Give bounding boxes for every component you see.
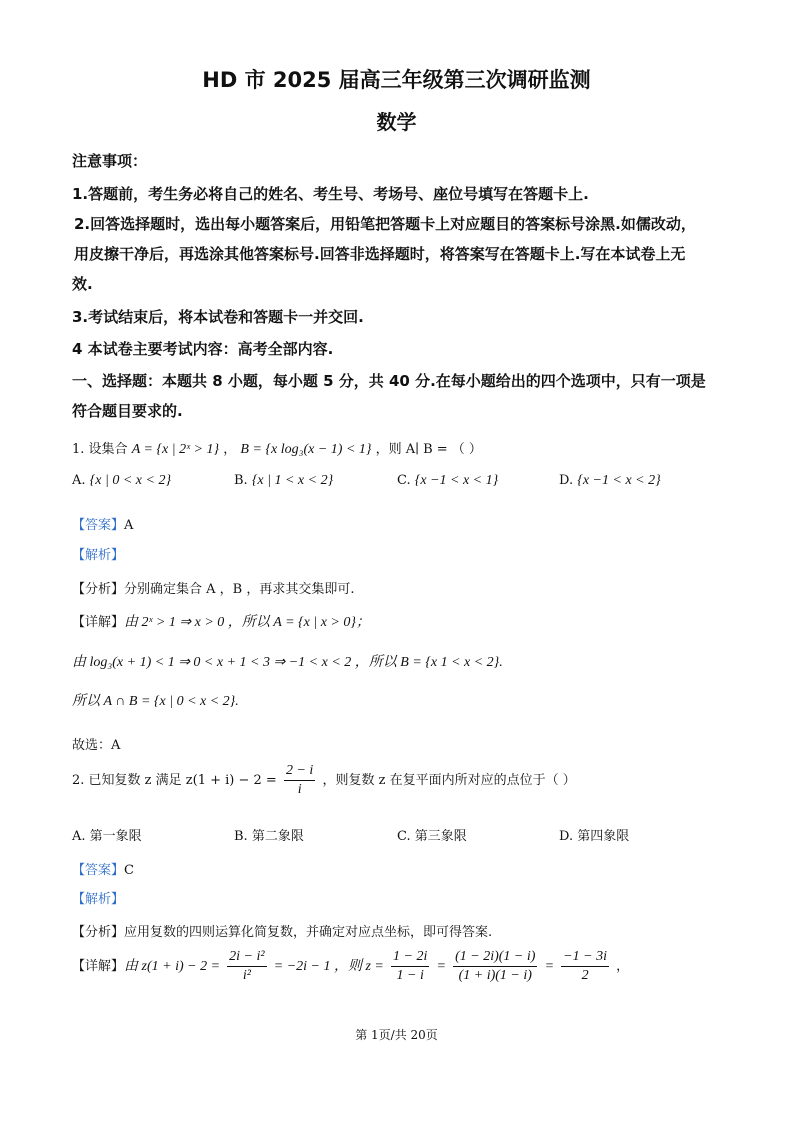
q1-conclusion: 故选：A [72,738,121,753]
q2-option-a-text: 第一象限 [89,829,142,844]
section-heading-line-1: 一、选择题：本题共 8 小题，每小题 5 分，共 40 分.在每小题给出的四个选项中，只有一项是 [72,372,706,390]
q2-answer-tag: 【答案】 [72,863,125,878]
q1-separator: ， [223,442,237,457]
q2-fenxi-tag: 【分析】 [72,925,125,940]
q1-option-a-text: {x | 0 < x < 2} [89,473,172,488]
q2-detail-fraction-4-den: 2 [581,968,589,983]
q2-stem-fraction-num: 2 − i [284,762,315,781]
q2-option-c-text: 第三象限 [414,829,467,844]
q1-option-c-text: {x −1 < x < 1} [414,473,499,488]
q2-option-d-label: D. [559,829,574,844]
q2-option-d [559,825,629,844]
q1-answer-tag: 【答案】 [72,518,125,533]
q1-detail-line-1-text: 由 2ˣ > 1 ⇒ x > 0 ，所以 A = {x | x > 0}； [124,615,370,630]
q1-option-b-label: B. [234,473,248,488]
q1-option-b-text: {x | 1 < x < 2} [251,473,334,488]
q1-option-d [559,473,661,489]
notice-item-3: 3.考试结束后，将本试卷和答题卡一并交回. [72,308,364,326]
q2-option-b-text: 第二象限 [251,829,304,844]
q2-detail [72,948,629,985]
page-footer: 第 1页/共 20页 [355,1028,438,1042]
q2-option-c [397,825,467,844]
notice-item-2-line-2: 用皮擦干净后，再选涂其他答案标号.回答非选择题时，将答案写在答题卡上.写在本试卷上无 [74,245,686,263]
q2-detail-fraction-4 [561,948,609,985]
notice-item-4: 4 本试卷主要考试内容：高考全部内容. [72,340,334,358]
notice-item-1: 1.答题前，考生务必将自己的姓名、考生号、考场号、座位号填写在答题卡上. [72,185,589,203]
q1-set-a: A = {x | 2ˣ > 1} [131,442,220,457]
q1-option-d-text: {x −1 < x < 2} [577,473,661,488]
q1-fenxi-tag: 【分析】 [72,582,125,597]
q2-fenxi-text: 应用复数的四则运算化简复数，并确定对应点坐标，即可得答案. [124,925,493,940]
q2-detail-end: ， [616,959,630,974]
q2-stem-fraction-den: i [297,782,302,797]
q1-option-d-label: D. [559,473,574,488]
question-2-stem [72,762,576,799]
q2-detail-fraction-3-num: (1 − 2i)(1 − i) [453,948,537,967]
q1-stem-prefix: 1. 设集合 [72,442,128,457]
q2-detail-fraction-2-num: 1 − 2i [391,948,429,967]
q2-option-c-label: C. [397,829,411,844]
q2-fenxi [72,921,492,940]
q1-option-c [397,473,498,489]
q2-detail-tag: 【详解】 [72,959,125,974]
subject-title: 数学 [376,110,417,134]
section-heading-line-2: 符合题目要求的. [72,402,183,420]
q2-detail-fraction-3-den: (1 + i)(1 − i) [458,968,532,983]
q2-detail-fraction-4-num: −1 − 3i [561,948,609,967]
q2-detail-fraction-3 [453,948,537,985]
q1-detail-line-2: 由 log₃(x + 1) < 1 ⇒ 0 < x + 1 < 3 ⇒ −1 < x < 2 ，所以 B = {x 1 < x < 2}. [72,655,503,670]
q1-detail-line-3: 所以 A ∩ B = {x | 0 < x < 2}. [72,694,239,709]
q1-option-c-label: C. [397,473,411,488]
q2-detail-fraction-2-den: 1 − i [396,968,424,983]
q2-stem-suffix: ，则复数 z 在复平面内所对应的点位于（ ） [322,773,576,788]
q2-detail-fraction-1-den: i² [242,968,251,983]
q2-answer-value: C [124,863,134,878]
q1-analysis-tag: 【解析】 [72,548,125,563]
q1-option-a [72,473,171,489]
q2-detail-fraction-1 [227,948,266,985]
q1-detail-line-1 [72,611,370,631]
q1-set-b: B = {x log₃(x − 1) < 1} [240,442,372,457]
q1-answer-value: A [124,518,134,533]
q1-option-a-label: A. [72,473,86,488]
q1-answer [72,514,133,533]
notice-item-2-line-3: 效. [72,275,93,293]
question-1-stem [72,438,482,458]
q2-detail-fraction-1-num: 2i − i² [227,948,266,967]
q1-option-b [234,473,333,489]
q2-detail-mid: = −2i − 1 ，则 z = [273,959,384,974]
notice-item-2-line-1: 2.回答选择题时，选出每小题答案后，用铅笔把答题卡上对应题目的答案标号涂黑.如儒改动， [74,215,696,233]
notice-heading: 注意事项： [72,152,148,170]
q2-option-d-text: 第四象限 [577,829,630,844]
q1-detail-tag: 【详解】 [72,615,125,630]
q2-detail-eq-2: = [544,959,555,974]
q2-option-b-label: B. [234,829,248,844]
q1-fenxi [72,578,355,597]
q2-detail-fraction-2 [391,948,429,985]
q2-detail-prefix: 由 z(1 + i) − 2 = [124,959,221,974]
q1-fenxi-text: 分别确定集合 A ，B ，再求其交集即可. [124,582,355,597]
exam-title: HD 市 2025 届高三年级第三次调研监测 [202,68,591,92]
q2-analysis-tag: 【解析】 [72,892,125,907]
q2-stem-prefix: 2. 已知复数 z 满足 z(1 + i) − 2 = [72,773,277,788]
q1-stem-suffix: ，则 A∣ B = （ ） [375,442,482,457]
q2-option-a-label: A. [72,829,86,844]
q2-option-a [72,825,142,844]
q2-stem-fraction [284,762,315,799]
q2-answer [72,859,134,878]
q2-option-b [234,825,304,844]
q2-detail-eq-1: = [436,959,446,974]
